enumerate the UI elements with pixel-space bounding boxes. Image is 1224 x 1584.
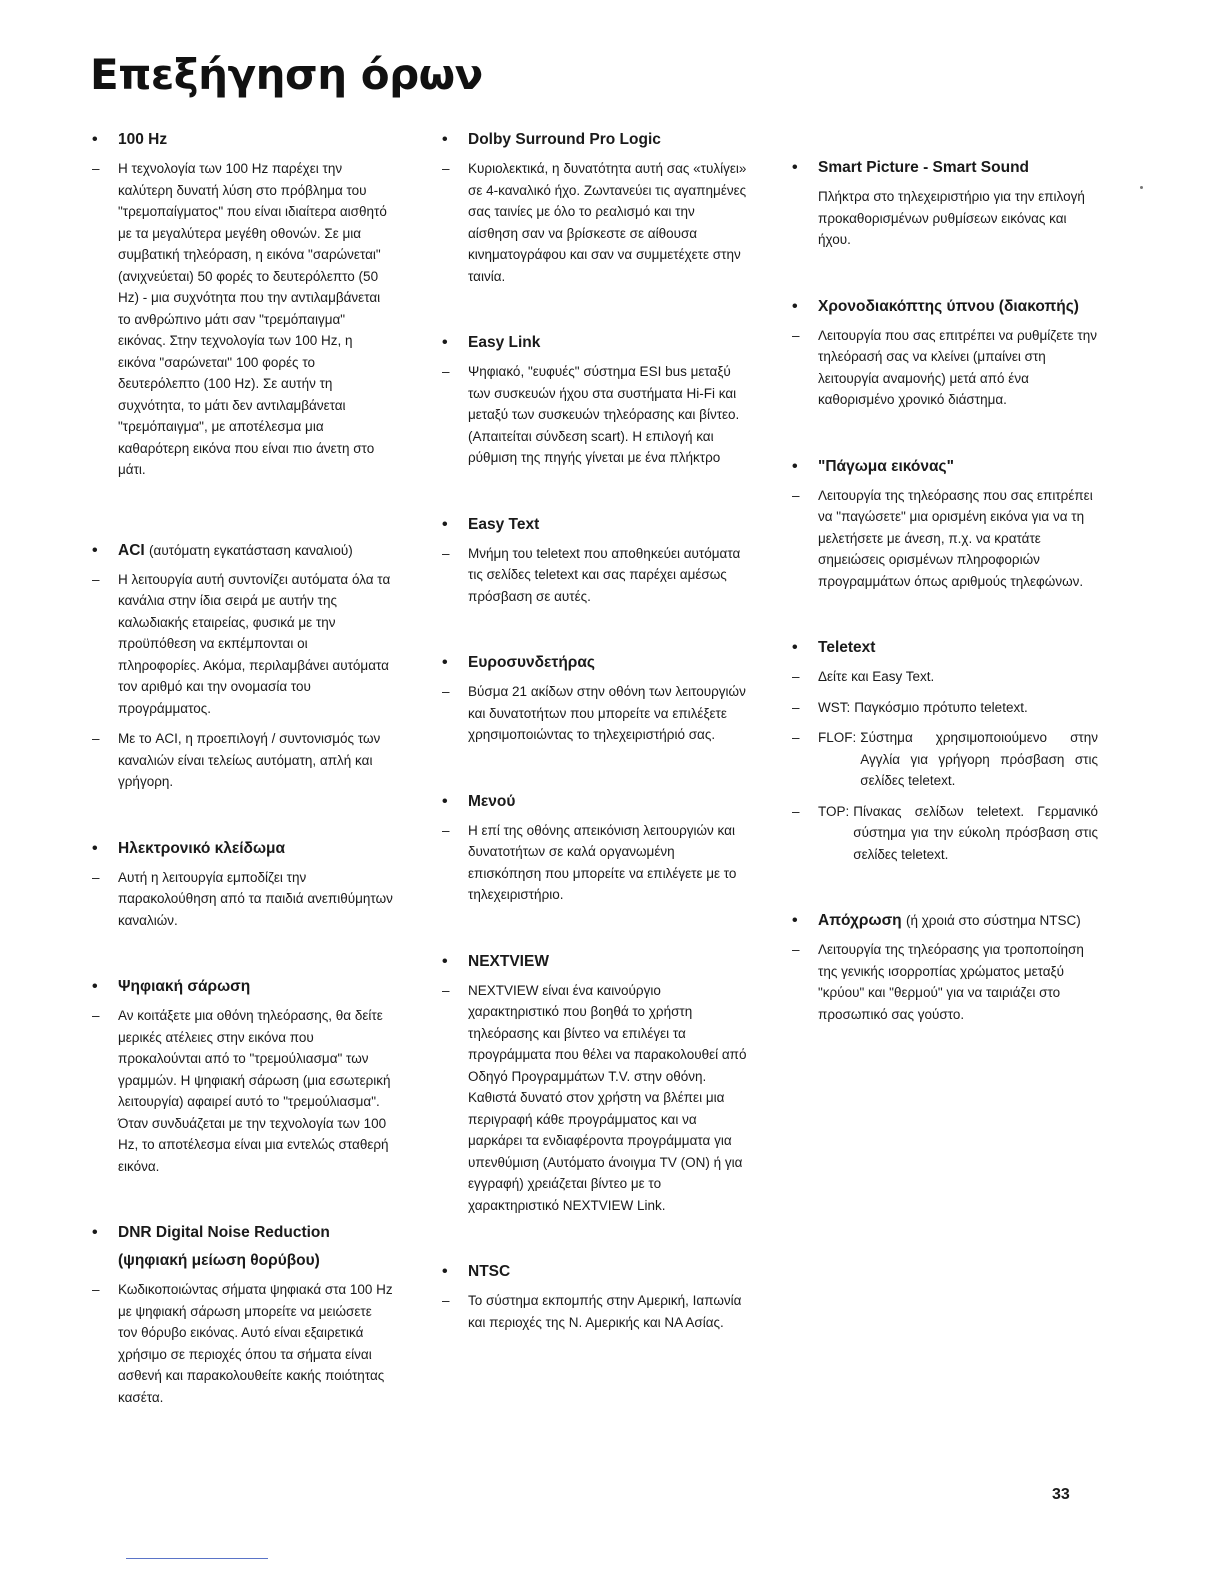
entry-electronic-lock bbox=[88, 837, 393, 932]
entry-item bbox=[788, 939, 1098, 1025]
entry-title: Smart Picture - Smart Sound bbox=[818, 159, 1030, 176]
dash-icon: – bbox=[92, 1282, 100, 1297]
entry-dolby bbox=[438, 128, 748, 287]
page-number: 33 bbox=[1052, 1486, 1070, 1503]
entry-heading bbox=[88, 128, 393, 152]
entry-item bbox=[788, 325, 1098, 411]
entry-title: Easy Link bbox=[468, 334, 541, 351]
entry-title: Dolby Surround Pro Logic bbox=[468, 131, 661, 148]
teletext-wst bbox=[788, 697, 1098, 719]
footer-rule bbox=[126, 1558, 268, 1559]
bullet-icon: • bbox=[92, 839, 98, 857]
dash-icon: – bbox=[442, 161, 450, 176]
entry-title: Μενού bbox=[468, 792, 516, 810]
entry-heading bbox=[788, 295, 1098, 319]
entry-title: Teletext bbox=[818, 639, 876, 656]
entry-title: Απόχρωση bbox=[818, 912, 902, 929]
entry-heading bbox=[438, 950, 748, 974]
term-definition: Σύστημα χρησιμοποιούμενο στην Αγγλία για γρήγορη πρόσβαση στις σελίδες teletext. bbox=[860, 730, 1098, 788]
entry-title: Ψηφιακή σάρωση bbox=[118, 978, 251, 995]
entry-heading bbox=[788, 156, 1098, 180]
bullet-icon: • bbox=[442, 334, 448, 351]
entry-menu bbox=[438, 790, 748, 906]
dash-icon: – bbox=[792, 942, 800, 957]
term-label: FLOF: bbox=[818, 730, 857, 745]
entry-item bbox=[788, 485, 1098, 593]
entry-teletext bbox=[788, 636, 1098, 865]
dash-icon: – bbox=[442, 684, 450, 699]
entry-item bbox=[88, 867, 393, 932]
dash-icon: – bbox=[792, 487, 800, 503]
entry-text: NEXTVIEW είναι ένα καινούργιο χαρακτηριστικό που βοηθά το χρήστη τηλεόρασης και βίντεο να επιλέγει τα προγράμματα που θέλει να παρακολουθεί από Οδηγό Προγραμμάτων T.V. στην οθόνη. Καθιστά δυνατό στον χρήστη να βλέπει μια περιγραφή κάθε προγράμματος και να μαρκάρει τα ενδιαφέροντα προγράμματα για υπενθύμιση (Αυτόματο άνοιγμα TV (ON) ή για εγγραφή) χρειάζεται βίντεο με το χαρακτηριστικό NEXTVIEW Link. bbox=[468, 982, 747, 1213]
entry-heading bbox=[88, 1221, 393, 1273]
bullet-icon: • bbox=[792, 639, 798, 656]
entry-text: Κωδικοποιώντας σήματα ψηφιακά στα 100 Hz με ψηφιακή σάρωση μπορείτε να μειώσετε τον θόρυβο εικόνας. Αυτό είναι εξαιρετικά χρήσιμο σε περιοχές όπου τα σήματα είναι ασθενή και παρακολουθείτε κακής ποιότητας κασέτα. bbox=[118, 1282, 393, 1405]
entry-title: Ηλεκτρονικό κλείδωμα bbox=[118, 839, 286, 857]
entry-digital-scan bbox=[88, 975, 393, 1177]
entry-heading bbox=[788, 636, 1098, 660]
dash-icon: – bbox=[92, 161, 100, 176]
term-definition: Πίνακας σελίδων teletext. Γερμανικό σύστημα για την εύκολη πρόσβαση στις σελίδες teletext. bbox=[853, 803, 1098, 862]
entry-heading bbox=[438, 651, 748, 675]
term-label: WST: bbox=[818, 699, 851, 715]
entry-sleep-timer bbox=[788, 295, 1098, 411]
entry-text: Κυριολεκτικά, η δυνατότητα αυτή σας «τυλίγει» σε 4-καναλικό ήχο. Ζωντανεύει τις αγαπημένες σας ταινίες με όλο το ρεαλισμό και την αίσθηση σαν να βρίσκεστε σε αίθουσα κινηματογράφου και σαν να συμμετέχετε στην ταινία. bbox=[468, 161, 747, 284]
entry-item bbox=[88, 728, 393, 793]
term-definition: Παγκόσμιο πρότυπο teletext. bbox=[854, 699, 1028, 715]
entry-text: Δείτε και Easy Text. bbox=[818, 669, 935, 684]
entry-text: Η επί της οθόνης απεικόνιση λειτουργιών και δυνατοτήτων σε καλά οργανωμένη επισκόπηση που μπορείτε να επιλέγετε με το τηλεχειριστήριο. bbox=[468, 822, 737, 902]
entry-text: Μνήμη του teletext που αποθηκεύει αυτόματα τις σελίδες teletext και σας παρέχει αμέσως πρόσβαση σε αυτές. bbox=[468, 545, 741, 604]
entry-title: DNR Digital Noise Reduction bbox=[118, 1224, 330, 1241]
entry-text: Το σύστημα εκπομπής στην Αμερική, Ιαπωνία και περιοχές της Ν. Αμερικής και ΝΑ Ασίας. bbox=[468, 1293, 742, 1330]
bullet-icon: • bbox=[442, 515, 448, 533]
entry-text: Αν κοιτάξετε μια οθόνη τηλεόρασης, θα δείτε μερικές ατέλειες στην εικόνα που προκαλούνται από το "τρεμούλιασμα" των γραμμών. Η ψηφιακή σάρωση (μια εσωτερική λειτουργία) αφαιρεί αυτό το "τρεμούλιασμα". Όταν συνδυάζεται με την τεχνολογία των 100 Hz, το αποτέλεσμα είναι μια εντελώς σταθερή εικόνα. bbox=[118, 1008, 391, 1174]
bullet-icon: • bbox=[442, 1263, 448, 1280]
entry-heading bbox=[438, 331, 748, 355]
entry-title-note: (αυτόματη εγκατάσταση καναλιού) bbox=[149, 542, 353, 558]
dash-icon: – bbox=[792, 327, 800, 343]
dash-icon: – bbox=[442, 982, 450, 998]
entry-heading bbox=[788, 909, 1098, 933]
dash-icon: – bbox=[442, 364, 450, 379]
bullet-icon: • bbox=[442, 654, 448, 671]
entry-100hz bbox=[88, 128, 393, 481]
dash-icon: – bbox=[792, 699, 800, 715]
entry-text: Αυτή η λειτουργία εμποδίζει την παρακολούθηση από τα παιδιά ανεπιθύμητων καναλιών. bbox=[118, 869, 393, 928]
dash-icon: – bbox=[92, 1008, 100, 1023]
dash-icon: – bbox=[92, 869, 100, 885]
dash-icon: – bbox=[792, 669, 800, 684]
dash-icon: – bbox=[792, 730, 800, 745]
entry-text: Η τεχνολογία των 100 Hz παρέχει την καλύτερη δυνατή λύση στο πρόβλημα του "τρεμοπαίγματος" που είναι ιδιαίτερα αισθητό με τα μεγαλύτερα μεγέθη οθονών. Σε μια συμβατική τηλεόραση, η εικόνα "σαρώνεται" (ανιχνεύεται) 50 φορές το δευτερόλεπτο (50 Hz) - μια συχνότητα που την αντιλαμβάνεται το ανθρώπινο μάτι σαν "τρεμόπαιγμα" εικόνας. Στην τεχνολογία των 100 Hz, η εικόνα "σαρώνεται" 100 φορές το δευτερόλεπτο (100 Hz). Σε αυτήν τη συχνότητα, το μάτι δεν αντιλαμβάνεται "τρεμόπαιγμα", με αποτέλεσμα μια καθαρότερη εικόνα που είναι πιο άνετη στο μάτι. bbox=[118, 161, 387, 477]
entry-item bbox=[438, 158, 748, 287]
entry-title: Ευροσυνδετήρας bbox=[468, 654, 595, 671]
bullet-icon: • bbox=[792, 159, 798, 176]
entry-euroconnector bbox=[438, 651, 748, 746]
bullet-icon: • bbox=[92, 541, 98, 559]
entry-item bbox=[438, 980, 748, 1217]
dash-icon: – bbox=[92, 571, 100, 587]
entry-item bbox=[88, 1005, 393, 1177]
entry-item bbox=[438, 820, 748, 906]
entry-text: Λειτουργία της τηλεόρασης που σας επιτρέπει να "παγώσετε" μια ορισμένη εικόνα για να τη μελετήσετε με άνεση, π.χ. να κρατάτε σημειώσεις ορισμένων πληροφοριών προγραμμάτων όπως αριθμούς τηλεφώνων. bbox=[818, 487, 1093, 589]
term-label: TOP: bbox=[818, 803, 850, 819]
column-middle bbox=[438, 128, 748, 1377]
entry-nextview bbox=[438, 950, 748, 1217]
entry-text: Λειτουργία που σας επιτρέπει να ρυθμίζετε την τηλεόρασή σας να κλείνει (μπαίνει στη λειτουργία αναμονής) μετά από ένα καθορισμένο χρονικό διάστημα. bbox=[818, 327, 1097, 407]
entry-item bbox=[788, 186, 1098, 251]
entry-easy-link bbox=[438, 331, 748, 469]
page-title: Επεξήγηση όρων bbox=[90, 50, 483, 99]
entry-title: 100 Hz bbox=[118, 131, 168, 148]
bullet-icon: • bbox=[442, 952, 448, 970]
bullet-icon: • bbox=[792, 457, 798, 475]
entry-ntsc bbox=[438, 1260, 748, 1333]
entry-heading bbox=[438, 1260, 748, 1284]
entry-title: ACI bbox=[118, 541, 145, 559]
entry-heading bbox=[788, 455, 1098, 479]
bullet-icon: • bbox=[92, 131, 98, 148]
entry-item bbox=[788, 666, 1098, 688]
entry-item bbox=[438, 361, 748, 469]
entry-text: Με το ACI, η προεπιλογή / συντονισμός των καναλιών είναι τελείως αυτόματη, απλή και γρήγορη. bbox=[118, 731, 381, 789]
entry-text: Βύσμα 21 ακίδων στην οθόνη των λειτουργιών και δυνατοτήτων που μπορείτε να επιλέξετε χρησιμοποιώντας το τηλεχειριστήριό σας. bbox=[468, 684, 746, 742]
teletext-flof bbox=[788, 727, 1098, 792]
entry-title: Easy Text bbox=[468, 515, 540, 533]
entry-text: Λειτουργία της τηλεόρασης για τροποποίηση της γενικής ισορροπίας χρώματος μεταξύ "κρύου" και "θερμού" για να ταιριάζει στο προσωπικό σας γούστο. bbox=[818, 942, 1084, 1022]
entry-freeze-frame bbox=[788, 455, 1098, 593]
entry-text: Ψηφιακό, "ευφυές" σύστημα ESI bus μεταξύ των συσκευών ήχου στα συστήματα Hi-Fi και μεταξύ των συσκευών τηλεόρασης και βίντεο. (Απαιτείται σύνδεση scart). Η επιλογή και ρύθμιση της πηγής γίνεται με ένα πλήκτρο bbox=[468, 364, 740, 465]
scan-speck bbox=[1140, 186, 1143, 189]
entry-dnr bbox=[88, 1221, 393, 1408]
teletext-top bbox=[788, 801, 1098, 866]
entry-heading bbox=[88, 975, 393, 999]
entry-title: NEXTVIEW bbox=[468, 952, 549, 970]
entry-item bbox=[88, 158, 393, 481]
bullet-icon: • bbox=[792, 297, 798, 315]
dash-icon: – bbox=[442, 822, 450, 838]
entry-heading bbox=[438, 513, 748, 537]
entry-subtitle: (ψηφιακή μείωση θορύβου) bbox=[118, 1252, 320, 1269]
dash-icon: – bbox=[442, 545, 450, 561]
entry-heading bbox=[438, 790, 748, 814]
entry-title-note: (ή χροιά στο σύστημα NTSC) bbox=[905, 913, 1081, 928]
bullet-icon: • bbox=[442, 131, 448, 148]
entry-title: Χρονοδιακόπτης ύπνου (διακοπής) bbox=[818, 297, 1079, 315]
bullet-icon: • bbox=[792, 912, 798, 929]
entry-heading bbox=[438, 128, 748, 152]
column-right bbox=[788, 156, 1098, 1069]
entry-tint bbox=[788, 909, 1098, 1025]
entry-easy-text bbox=[438, 513, 748, 608]
entry-item bbox=[88, 1279, 393, 1408]
entry-heading bbox=[88, 539, 393, 563]
bullet-icon: • bbox=[92, 1224, 98, 1241]
column-left bbox=[88, 128, 393, 1452]
entry-item bbox=[438, 1290, 748, 1333]
entry-title: "Πάγωμα εικόνας" bbox=[818, 457, 954, 475]
entry-item bbox=[88, 569, 393, 720]
bullet-icon: • bbox=[442, 792, 448, 810]
entry-item bbox=[438, 681, 748, 746]
entry-heading bbox=[88, 837, 393, 861]
entry-smart-picture bbox=[788, 156, 1098, 251]
dash-icon: – bbox=[92, 731, 100, 746]
entry-text: Η λειτουργία αυτή συντονίζει αυτόματα όλα τα κανάλια στην ίδια σειρά με αυτήν της καλωδιακής εταιρείας, φυσικά με την προϋπόθεση να εκπέμπονται οι πληροφορίες. Ακόμα, περιλαμβάνει αυτόματα τον αριθμό και την ονομασία του προγράμματος. bbox=[118, 571, 391, 716]
dash-icon: – bbox=[792, 803, 800, 819]
entry-aci bbox=[88, 539, 393, 793]
entry-title: NTSC bbox=[468, 1263, 511, 1280]
entry-item bbox=[438, 543, 748, 608]
entry-text: Πλήκτρα στο τηλεχειριστήριο για την επιλογή προκαθορισμένων ρυθμίσεων εικόνας και ήχου. bbox=[818, 189, 1085, 247]
bullet-icon: • bbox=[92, 978, 98, 995]
dash-icon: – bbox=[442, 1293, 450, 1308]
